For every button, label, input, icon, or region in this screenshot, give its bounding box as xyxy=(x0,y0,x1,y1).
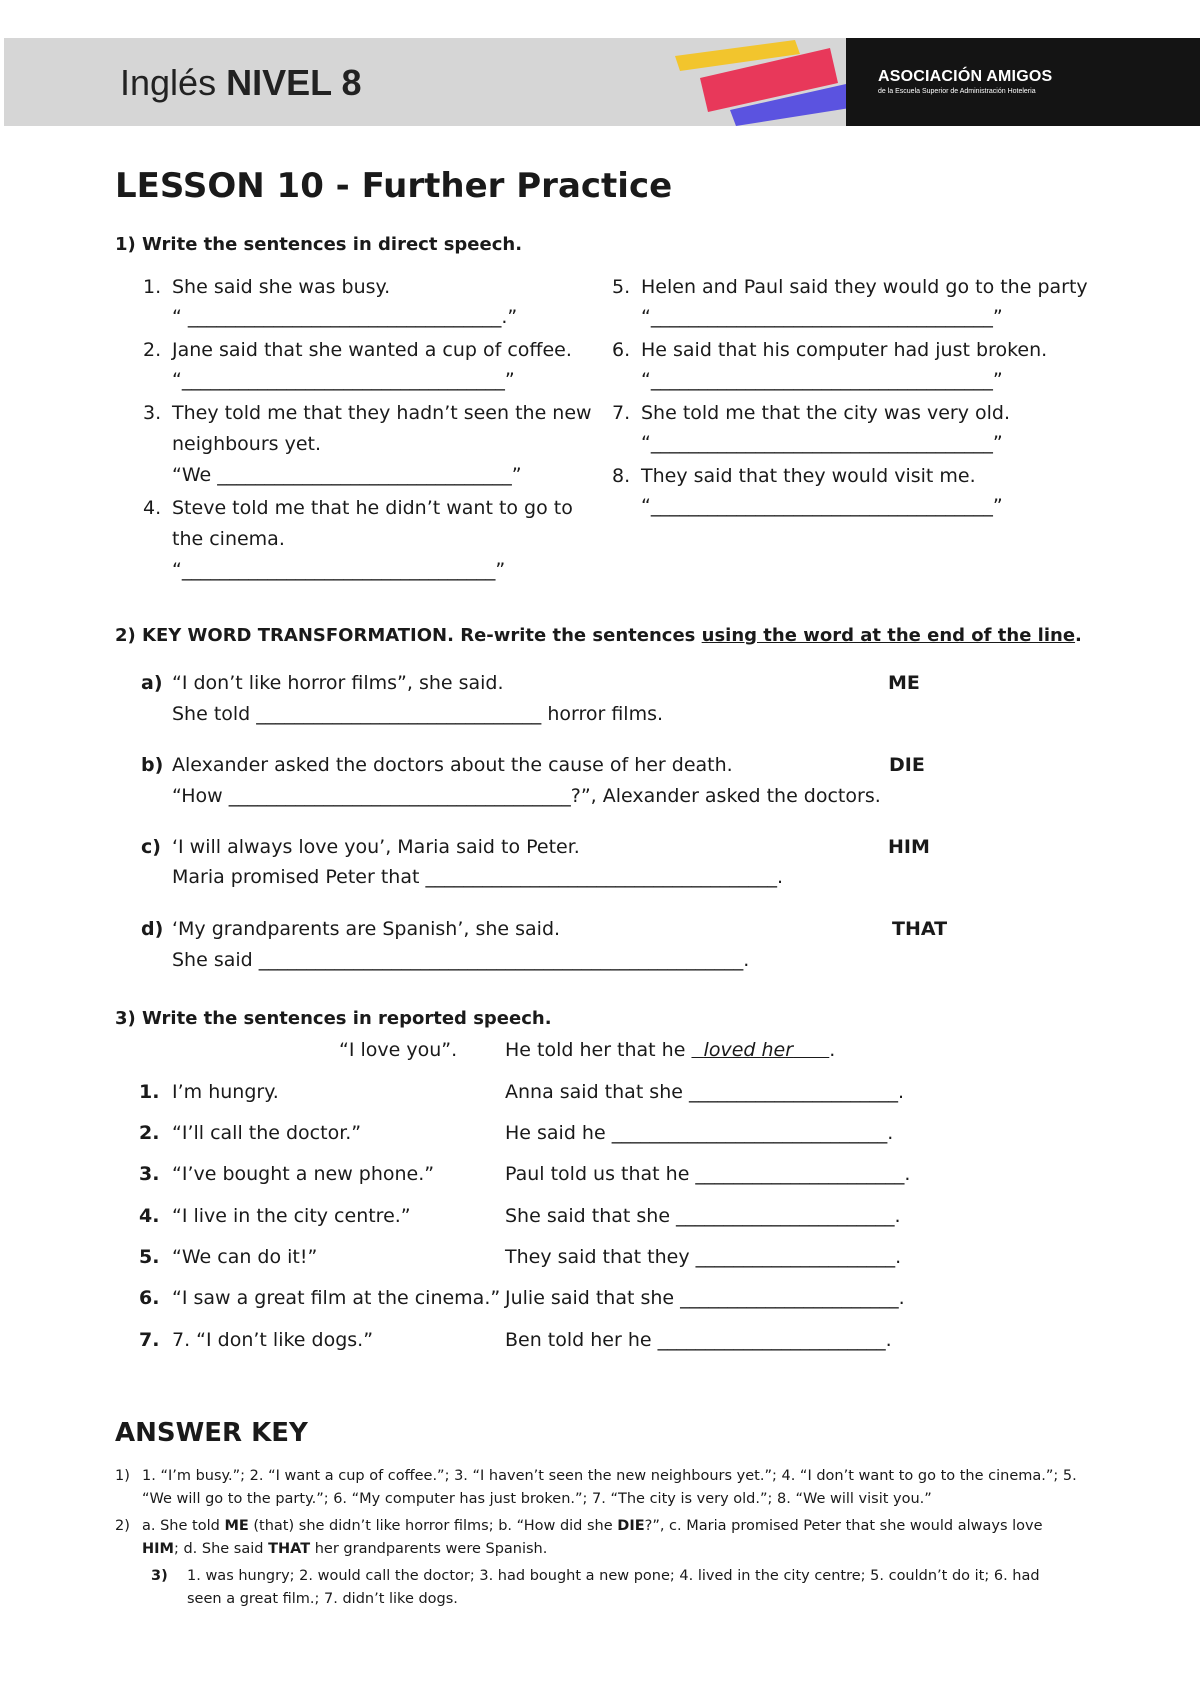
answer-3-line: seen a great film.; 7. didn’t like dogs. xyxy=(187,1591,458,1607)
section3-heading: Write the sentences in reported speech. xyxy=(142,1008,552,1029)
s2-keyword: THAT xyxy=(892,918,948,940)
s1-item-blank: “____________________________________” xyxy=(641,432,1003,454)
s3-item-number: 3. xyxy=(139,1163,160,1185)
s1-item-text: Jane said that she wanted a cup of coffee. xyxy=(172,339,572,361)
s3-item-quote: “I live in the city centre.” xyxy=(172,1205,411,1227)
s1-item-blank: “____________________________________” xyxy=(641,306,1003,328)
answer-3-line: 1. was hungry; 2. would call the doctor; 3. had bought a new pone; 4. lived in the city centre; 5. couldn’t do it; 6. had xyxy=(187,1568,1040,1584)
section1-number: 1) xyxy=(115,234,136,255)
s2-item-letter: a) xyxy=(141,672,163,694)
s3-item-answer: Anna said that she ______________________. xyxy=(505,1081,905,1103)
s1-item-number: 6. xyxy=(612,339,631,361)
s2-item-letter: c) xyxy=(141,836,161,858)
s1-item-text: They told me that they hadn’t seen the new xyxy=(172,402,592,424)
s1-item-text: Helen and Paul said they would go to the party xyxy=(641,276,1088,298)
s3-item-number: 6. xyxy=(139,1287,160,1309)
s1-item-text: neighbours yet. xyxy=(172,433,322,455)
s3-item-number: 1. xyxy=(139,1081,160,1103)
s2-item-rewrite: Maria promised Peter that _____________________________________. xyxy=(172,866,783,888)
s2-item-rewrite: She said ___________________________________________________. xyxy=(172,949,750,971)
section2-number: 2) xyxy=(115,625,136,646)
s2-item-sentence: ‘I will always love you’, Maria said to Peter. xyxy=(172,836,580,858)
s1-item-text: They said that they would visit me. xyxy=(641,465,976,487)
s1-item-number: 4. xyxy=(143,497,162,519)
s1-item-number: 2. xyxy=(143,339,162,361)
s2-keyword: DIE xyxy=(889,754,925,776)
answer-3-number: 3) xyxy=(151,1568,168,1584)
s1-item-blank: “____________________________________” xyxy=(641,369,1003,391)
s3-item-answer: Ben told her he ________________________. xyxy=(505,1329,892,1351)
answer-2-number: 2) xyxy=(115,1518,130,1534)
s3-example-answer: He told her that he loved her . xyxy=(505,1039,836,1061)
s3-item-quote: “I’ve bought a new phone.” xyxy=(172,1163,435,1185)
section3-number: 3) xyxy=(115,1008,136,1029)
s3-example-quote: “I love you”. xyxy=(339,1039,458,1061)
s3-item-number: 7. xyxy=(139,1329,160,1351)
answer-1-number: 1) xyxy=(115,1468,130,1484)
s2-item-letter: d) xyxy=(141,918,164,940)
s1-item-blank: “____________________________________” xyxy=(641,495,1003,517)
answer-2-line: a. She told ME (that) she didn’t like horror films; b. “How did she DIE?”, c. Maria promised Peter that she would always love xyxy=(142,1518,1043,1534)
s2-item-sentence: Alexander asked the doctors about the cause of her death. xyxy=(172,754,733,776)
s2-keyword: ME xyxy=(888,672,920,694)
s2-item-rewrite: “How ____________________________________?”, Alexander asked the doctors. xyxy=(172,785,881,807)
s3-item-number: 4. xyxy=(139,1205,160,1227)
answer-2-line: HIM; d. She said THAT her grandparents were Spanish. xyxy=(142,1541,548,1557)
s2-item-rewrite: She told ______________________________ horror films. xyxy=(172,703,664,725)
s1-item-blank: “_________________________________” xyxy=(172,559,506,581)
color-stripes-logo xyxy=(660,38,850,126)
s3-item-number: 2. xyxy=(139,1122,160,1144)
s1-item-blank: “ _________________________________.” xyxy=(172,306,518,328)
s3-item-quote: “I’ll call the doctor.” xyxy=(172,1122,362,1144)
answer-1-line: “We will go to the party.”; 6. “My computer has just broken.”; 7. “The city is very old.”; 8. “We will visit you.” xyxy=(142,1491,932,1507)
s3-item-quote: “We can do it!” xyxy=(172,1246,318,1268)
s1-item-number: 1. xyxy=(143,276,162,298)
s3-item-quote: 7. “I don’t like dogs.” xyxy=(172,1329,374,1351)
brand-name: ASOCIACIÓN AMIGOS xyxy=(878,68,1053,85)
s1-item-blank: “__________________________________” xyxy=(172,369,515,391)
s1-item-number: 5. xyxy=(612,276,631,298)
s3-item-quote: I’m hungry. xyxy=(172,1081,279,1103)
s2-item-sentence: ‘My grandparents are Spanish’, she said. xyxy=(172,918,561,940)
s3-item-answer: He said he _____________________________. xyxy=(505,1122,894,1144)
s2-item-sentence: “I don’t like horror films”, she said. xyxy=(172,672,504,694)
s3-item-answer: Julie said that she _______________________. xyxy=(505,1287,905,1309)
s1-item-text: She told me that the city was very old. xyxy=(641,402,1010,424)
s3-item-answer: She said that she _______________________. xyxy=(505,1205,901,1227)
s1-item-number: 8. xyxy=(612,465,631,487)
s3-item-answer: They said that they _____________________. xyxy=(505,1246,902,1268)
s1-item-text: the cinema. xyxy=(172,528,285,550)
s1-item-text: Steve told me that he didn’t want to go to xyxy=(172,497,573,519)
answer-key-title: ANSWER KEY xyxy=(115,1418,308,1448)
s1-item-blank: “We _______________________________” xyxy=(172,464,522,486)
s3-item-answer: Paul told us that he ______________________. xyxy=(505,1163,911,1185)
s3-example-filled: loved her xyxy=(703,1039,794,1061)
answer-1-line: 1. “I’m busy.”; 2. “I want a cup of coffee.”; 3. “I haven’t seen the new neighbours yet.”; 4. “I don’t want to go to the cinema.”; 5. xyxy=(142,1468,1077,1484)
lesson-title: LESSON 10 - Further Practice xyxy=(115,166,673,206)
header-title: Inglés NIVEL 8 xyxy=(120,62,362,103)
s2-keyword: HIM xyxy=(888,836,930,858)
s1-item-text: He said that his computer had just broken. xyxy=(641,339,1048,361)
s1-item-text: She said she was busy. xyxy=(172,276,391,298)
section1-heading: Write the sentences in direct speech. xyxy=(142,234,523,255)
s1-item-number: 7. xyxy=(612,402,631,424)
s3-item-quote: “I saw a great film at the cinema.” xyxy=(172,1287,501,1309)
s1-item-number: 3. xyxy=(143,402,162,424)
section2-heading: KEY WORD TRANSFORMATION. Re-write the sentences using the word at the end of the line. xyxy=(142,625,1082,646)
s3-item-number: 5. xyxy=(139,1246,160,1268)
brand-subtitle: de la Escuela Superior de Administración Hoteleria xyxy=(878,88,1036,95)
s2-item-letter: b) xyxy=(141,754,164,776)
